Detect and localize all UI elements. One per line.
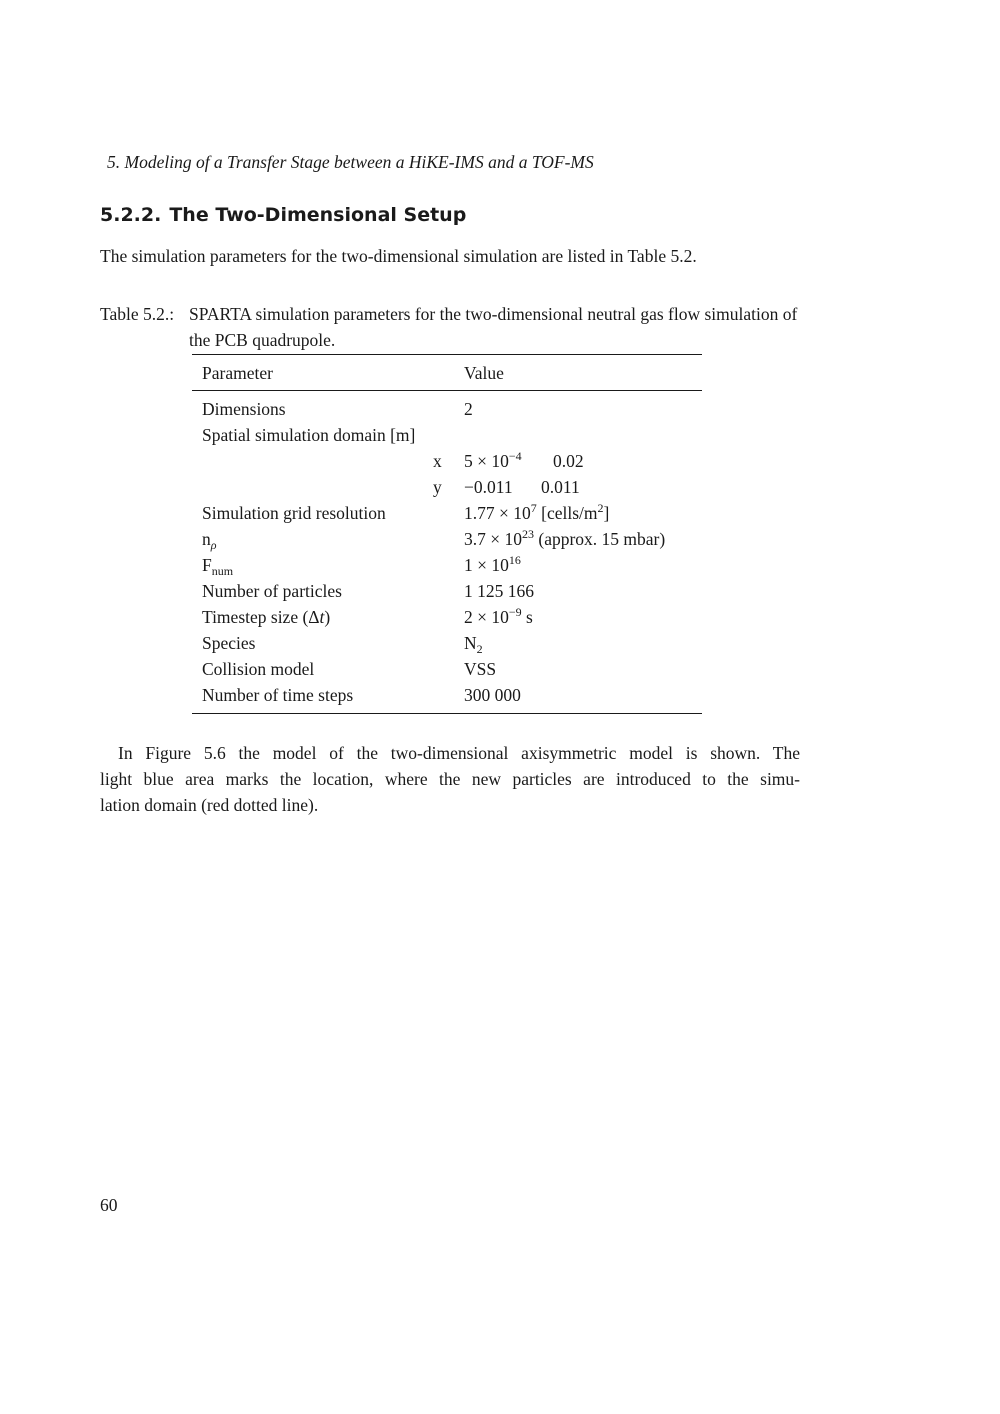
figure-paragraph-line: lation domain (red dotted line). [100,795,319,815]
header-value: Value [464,363,504,383]
row-x-max: 0.02 [553,451,584,471]
bottom-rule [192,713,702,714]
row-timestep-label: Timestep size (Δt) [202,607,331,627]
row-collision-label: Collision model [202,659,315,679]
section-title: The Two-Dimensional Setup [169,204,467,226]
row-x-min: $5 \times 10^{-4}$ [464,449,522,471]
row-fnum-value: $1 \times 10^{16}$ [464,553,521,575]
section-number: 5.2.2. [100,204,162,226]
mid-rule [192,390,702,391]
figure-paragraph-line: In Figure 5.6 the model of the two-dimensional axisymmetric model is shown. The [118,743,800,763]
row-steps-label: Number of time steps [202,685,354,705]
row-species-value: $N_2$ [464,633,483,656]
row-grid-value: $1.77 \times 10^7$ $[cells/m^2]$ [464,501,610,523]
caption-text: SPARTA simulation parameters for the two-dimensional neutral gas flow simulation of the PCB quadrupole. [189,304,798,350]
row-species-label: Species [202,633,256,653]
row-fnum-label: $F_{num}$ [202,555,234,578]
row-y-axis: y [433,477,442,497]
row-collision-value: VSS [464,659,497,679]
row-grid-label: Simulation grid resolution [202,503,386,523]
figure-paragraph [100,740,800,818]
running-head: 5. Modeling of a Transfer Stage between a HiKE-IMS and a TOF-MS [107,152,594,172]
row-nrho-value: $3.7 \times 10^{23}$ (approx. 15 mbar) [464,527,666,549]
caption-label: Table 5.2.: [100,304,175,324]
row-particles-label: Number of particles [202,581,342,601]
row-y-max: 0.011 [541,477,580,497]
row-dimensions-label: Dimensions [202,399,286,419]
row-domain-label: Spatial simulation domain [m] [202,425,416,445]
section-heading [100,204,466,226]
header-parameter: Parameter [202,363,273,383]
page-number: 60 [100,1195,118,1215]
row-nrho-label: $n_\rho$ [202,529,217,552]
row-dimensions-value: 2 [464,399,473,419]
row-particles-value: 1 125 166 [464,581,534,601]
top-rule [192,354,702,355]
intro-paragraph: The simulation parameters for the two-dimensional simulation are listed in Table 5.2. [100,246,697,266]
row-y-min: −0.011 [464,477,513,497]
figure-paragraph-line: light blue area marks the location, where the new particles are introduced to the simu- [100,769,800,789]
row-x-axis: x [433,451,442,471]
row-timestep-value: $2 \times 10^{-9}$ s [464,605,533,627]
row-steps-value: 300 000 [464,685,521,705]
